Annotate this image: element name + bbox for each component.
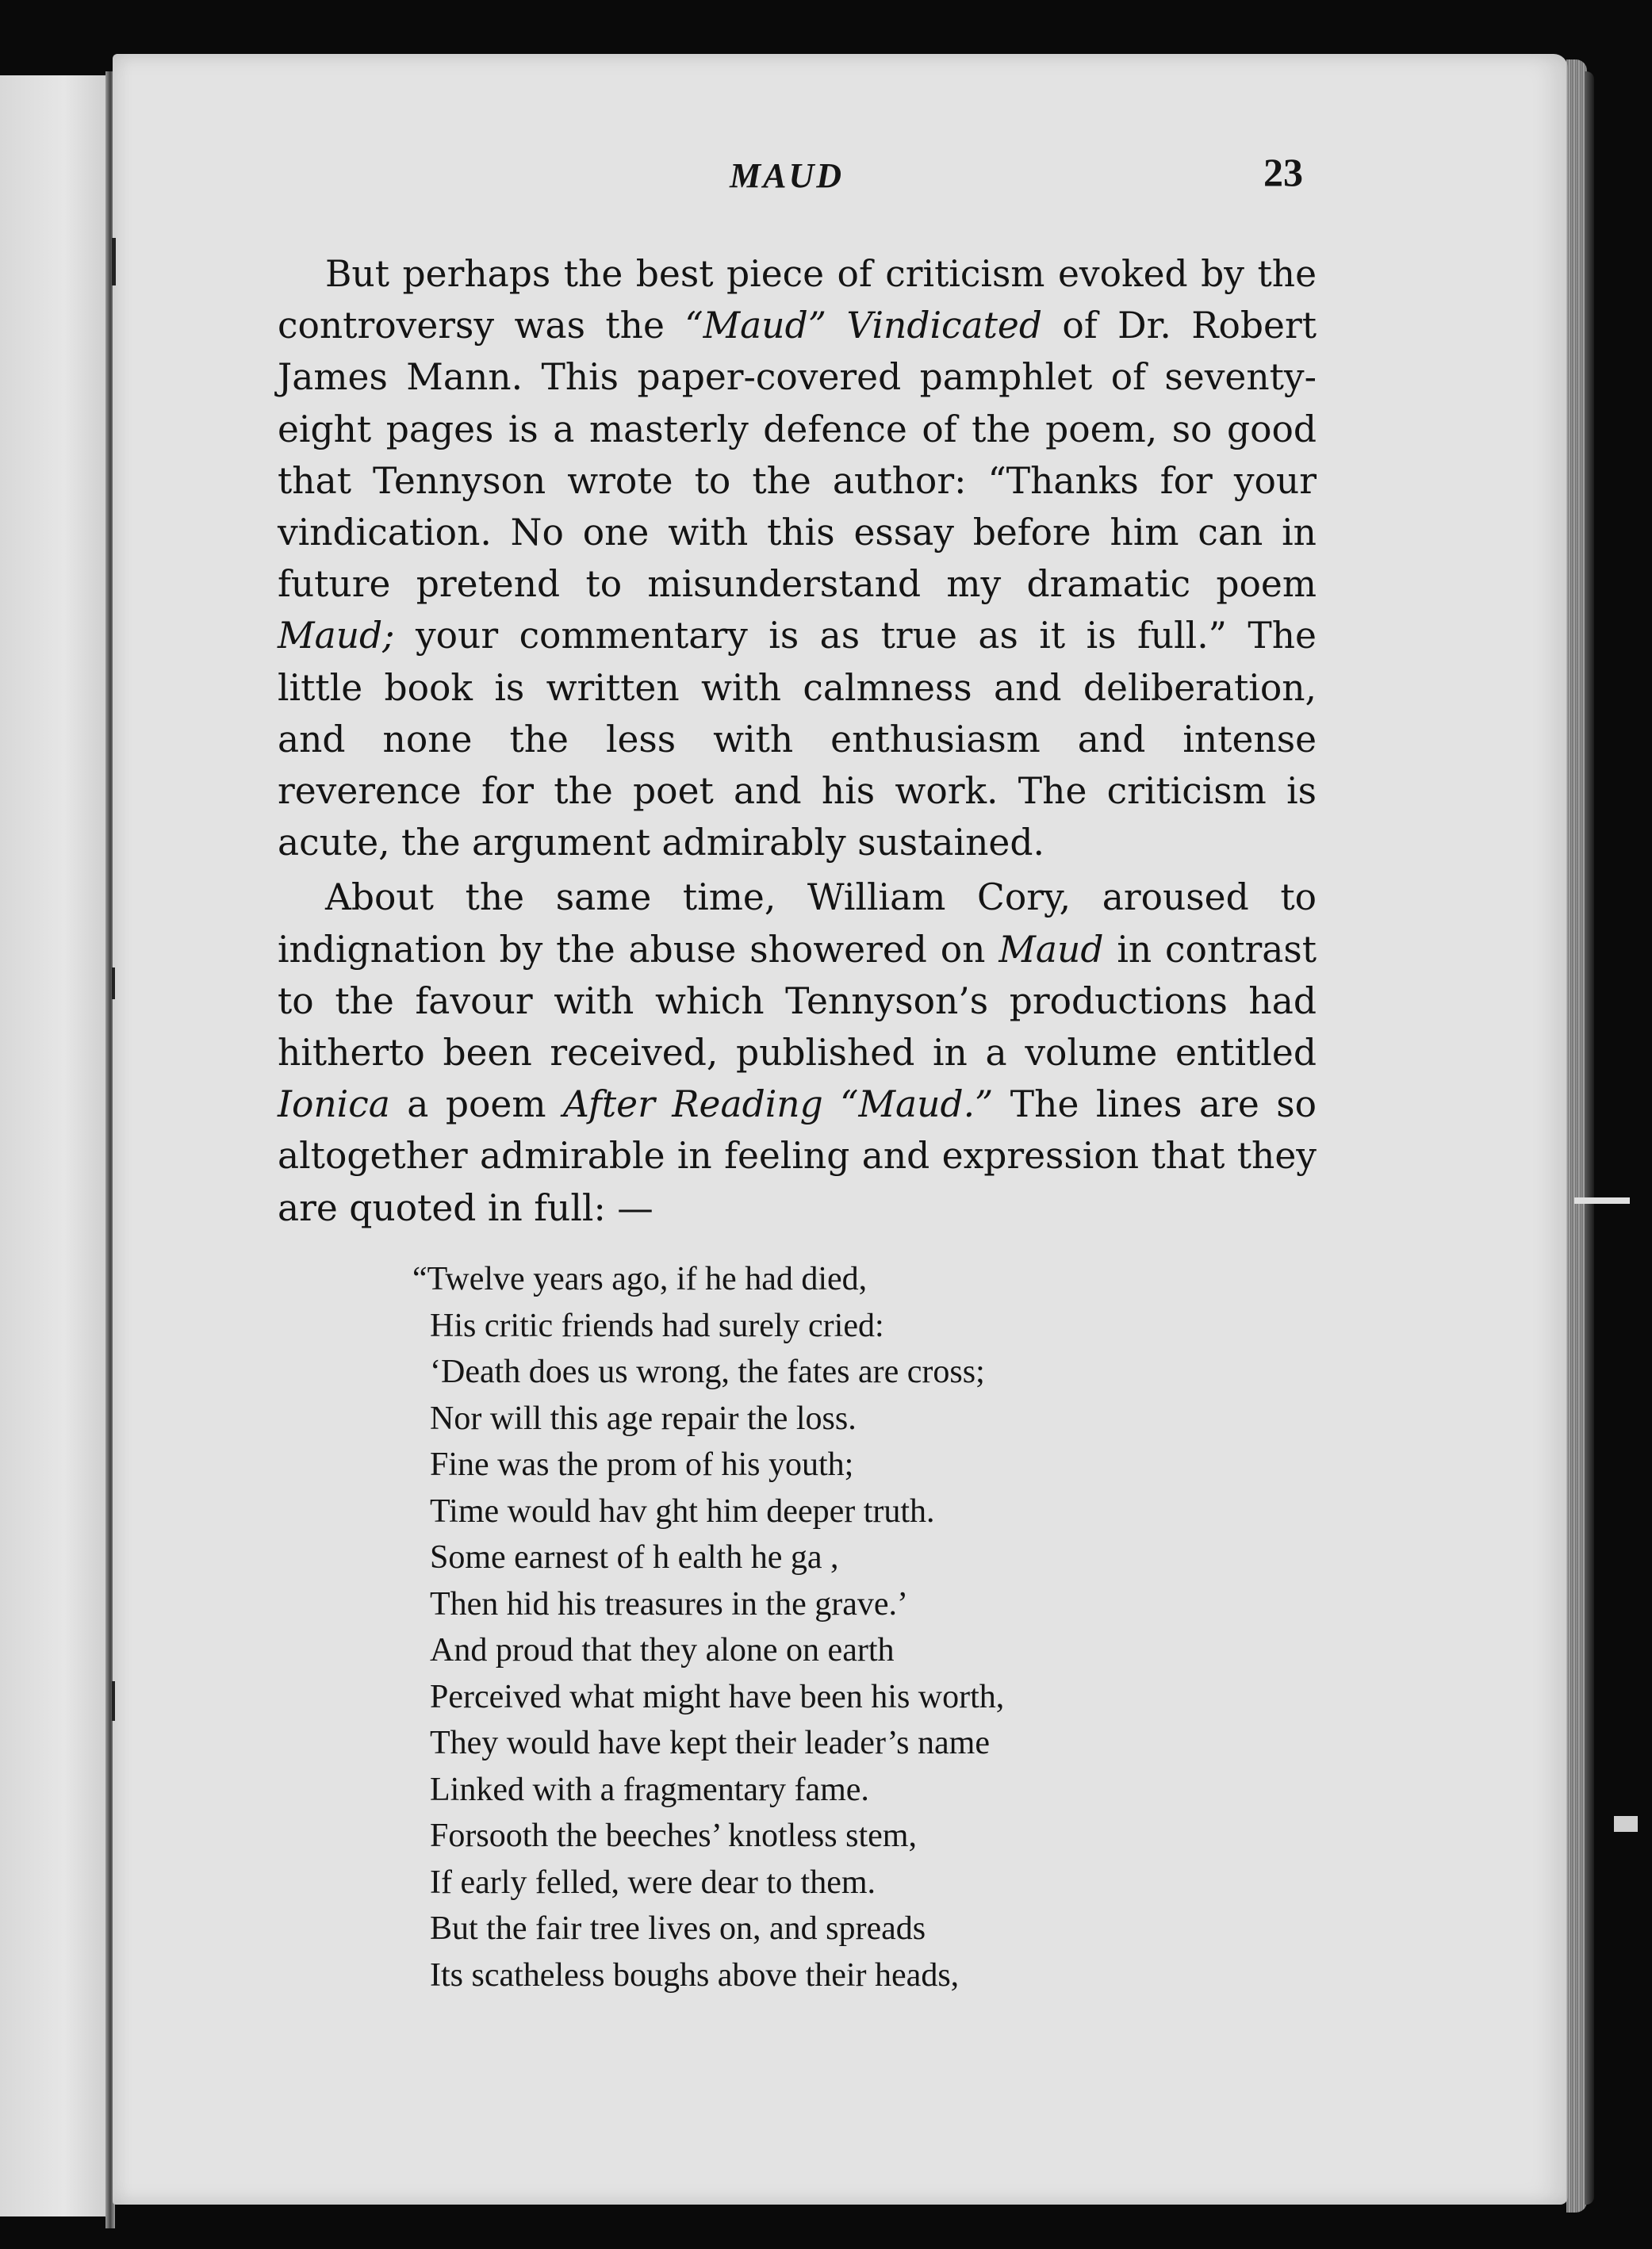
scan-mark [1614,1816,1638,1832]
text-run: But perhaps the best piece of criticism evoked by the controversy was the [278,253,1317,347]
italic-title: Ionica [278,1083,390,1126]
poem-line: If early felled, were dear to them. [430,1864,876,1901]
body-text [278,248,1317,1234]
scan-mark [1574,1197,1630,1204]
italic-title: After Reading “Maud.” [562,1083,994,1126]
text-run: About the same time, William Cory, aroused to indignation by the abuse showered on [278,876,1317,971]
text-run: of Dr. Robert James Mann. This paper-covered pamphlet of seventy-eight pages is a masterly defence of the poem, so good that Tennyson wrote to the author: “Thanks for your vindication. No one with this essay before him can in future pretend to misunderstand my dramatic poem [278,305,1317,606]
scan-mark [112,967,115,999]
poem-line: Linked with a fragmentary fame. [430,1771,869,1808]
poem-line: They would have kept their leader’s name [430,1725,990,1761]
poem-line: Then hid his treasures in the grave.’ [430,1585,908,1623]
poem-line: And proud that they alone on earth [430,1632,895,1669]
text-run: in contrast to the favour with which Tennyson’s productions had hitherto been received, published in a volume entitled [278,928,1317,1075]
text-run: a poem [389,1083,563,1126]
poem-quotation [412,1256,1004,1998]
poem-line: Time would hav ght him deeper truth. [430,1492,935,1530]
text-run: The lines are so altogether admirable in feeling and expression that they are quoted in full: — [278,1083,1317,1229]
poem-line: Some earnest of h ealth he ga , [430,1539,839,1576]
poem-line: “Twelve years ago, if he had died, [412,1261,868,1297]
scan-mark [112,238,116,285]
poem-line: Fine was the prom of his youth; [430,1446,854,1483]
poem-line: Forsooth the beeches’ knotless stem, [430,1818,917,1854]
text-run: your commentary is as true as it is full.” The little book is written with calmness and deliberation, and none the less with enthusiasm and intense reverence for the poet and his work. The criticism is acute, the argument admirably sustained. [278,615,1317,864]
italic-title: Maud; [278,615,395,657]
page-number: 23 [1263,150,1303,194]
poem-line: Its scatheless boughs above their heads, [430,1956,960,1994]
paragraph [278,248,1317,868]
scan-mark [112,1681,115,1721]
paragraph [278,872,1317,1233]
facing-page-edge [0,75,107,2216]
poem-line: Perceived what might have been his worth, [430,1678,1005,1715]
poem-line: His critic friends had surely cried: [430,1307,884,1344]
poem-line: ‘Death does us wrong, the fates are cross; [430,1354,985,1390]
book-cover-edge [1585,71,1594,2205]
italic-title: “Maud” Vindicated [684,305,1042,347]
poem-line: Nor will this age repair the loss. [430,1400,857,1437]
running-title: MAUD [730,156,845,195]
italic-title: Maud [998,928,1104,971]
poem-line: But the fair tree lives on, and spreads [430,1910,926,1947]
